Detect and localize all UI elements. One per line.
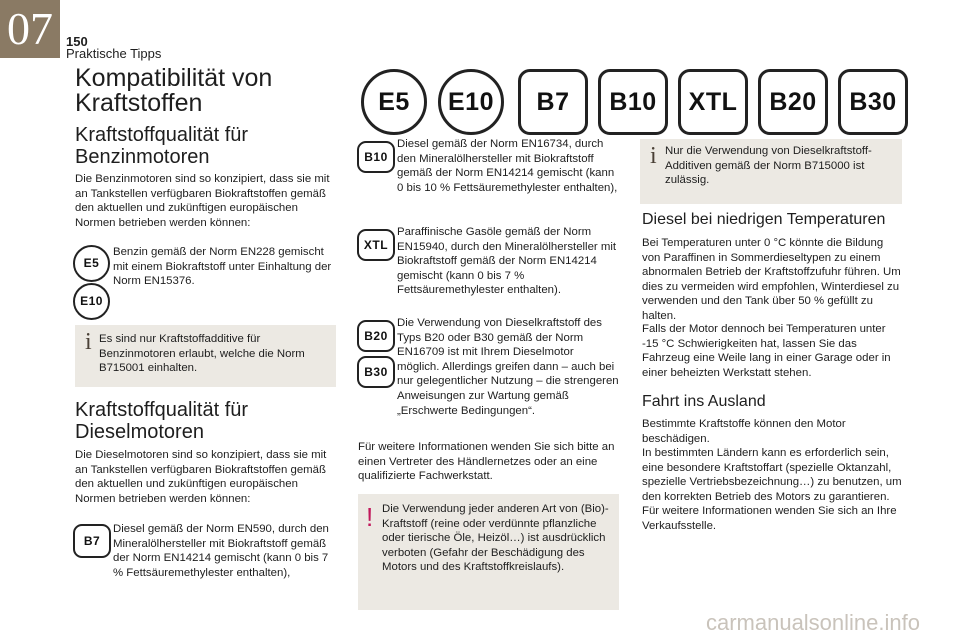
info-icon: i xyxy=(85,329,92,355)
b20-label-icon: B20 xyxy=(357,320,395,352)
low-temperature-heading: Diesel bei niedrigen Temperaturen xyxy=(642,211,886,228)
diesel-intro: Die Dieselmotoren sind so konzipiert, dass sie mit an Tankstellen verfügbaren Biokraftstoffen gemäß den aktuellen und zukünftigen europäischen Normen betrieben werden können: xyxy=(75,449,327,505)
chapter-title: Praktische Tipps xyxy=(66,46,162,61)
low-temperature-text: Bei Temperaturen unter 0 °C könnte die Bildung von Paraffinen in Sommerdieseltypen zu einem abnormalen Betrieb der Kraftstoffzufuhr führen. Um dies zu vermeiden wird empfohlen, Winterdiesel zu verwenden und den Tank über 50 % gefüllt zu halten. xyxy=(642,237,901,322)
xtl-label-icon: XTL xyxy=(357,229,395,261)
fuel-label-b7: B7 xyxy=(518,69,588,135)
watermark: carmanualsonline.info xyxy=(705,610,920,635)
fuel-warning-text: Die Verwendung jeder anderen Art von (Bio)-Kraftstoff (reine oder verdünnte pflanzliche oder tierische Öle, Heizöl…) ist ausdrücklich verboten (Gefahr der Beschädigung des Motors und des Kraftstoffkreislaufs). xyxy=(382,503,609,574)
e10-label-icon: E10 xyxy=(73,283,110,320)
fuel-label-xtl: XTL xyxy=(678,69,748,135)
diesel-additive-note xyxy=(640,139,902,204)
abroad-text: Bestimmte Kraftstoffe können den Motor beschädigen. xyxy=(642,418,846,445)
xtl-description: Paraffinische Gasöle gemäß der Norm EN15940, durch den Mineralölhersteller mit Biokraftstoff gemäß der Norm EN14214 gemischt (kann 0 bis 7 % Fettsäuremethylester enthalten). xyxy=(397,226,617,297)
e5-e10-description: Benzin gemäß der Norm EN228 gemischt mit einem Biokraftstoff unter Einhaltung der Norm EN15376. xyxy=(113,246,332,288)
petrol-additive-note xyxy=(75,325,336,387)
b7-label-icon: B7 xyxy=(73,524,111,558)
page-number: 150 xyxy=(66,34,88,49)
petrol-additive-note-text: Es sind nur Kraftstoffadditive für Benzinmotoren erlaubt, welche die Norm B715001 einhalten. xyxy=(99,333,305,375)
page-title: Kompatibilität von Kraftstoffen xyxy=(75,64,273,117)
b7-description: Diesel gemäß der Norm EN590, durch den Mineralölhersteller mit Biokraftstoff gemäß der Norm EN14214 gemischt (kann 0 bis 7 % Fettsäuremethylester enthalten), xyxy=(113,523,329,579)
chapter-number: 07 xyxy=(0,0,60,58)
more-info-text: Für weitere Informationen wenden Sie sich bitte an einen Vertreter des Händlernetzes oder an eine qualifizierte Fachwerkstatt. xyxy=(358,441,615,483)
fuel-label-b30: B30 xyxy=(838,69,908,135)
fuel-label-b20: B20 xyxy=(758,69,828,135)
low-temperature-text-2: Falls der Motor dennoch bei Temperaturen unter -15 °C Schwierigkeiten hat, lassen Sie das Fahrzeug eine Weile lang in einer Garage oder in einer beheizten Werkstatt stehen. xyxy=(642,323,891,379)
abroad-text-2: In bestimmten Ländern kann es erforderlich sein, eine besondere Kraftstoffart (spezielle Oktanzahl, spezielle Vertriebsbezeichnung…) zu benutzen, um den korrekten Betrieb des Motors zu garantieren. Für weitere Informationen wenden Sie sich an Ihre Verkaufsstelle. xyxy=(642,447,902,532)
fuel-label-e5: E5 xyxy=(361,69,427,135)
abroad-heading: Fahrt ins Ausland xyxy=(642,393,766,410)
petrol-intro: Die Benzinmotoren sind so konzipiert, dass sie mit an Tankstellen verfügbaren Biokraftstoffen gemäß den aktuellen und zukünftigen europäischen Normen betrieben werden können: xyxy=(75,173,330,229)
b30-label-icon: B30 xyxy=(357,356,395,388)
b10-description: Diesel gemäß der Norm EN16734, durch den Mineralölhersteller mit Biokraftstoff gemäß der Norm EN14214 gemischt (kann 0 bis 10 % Fettsäuremethylester enthalten), xyxy=(397,138,618,194)
info-icon: i xyxy=(650,143,657,169)
warning-icon: ! xyxy=(366,502,374,532)
diesel-additive-note-text: Nur die Verwendung von Dieselkraftstoff-Additiven gemäß der Norm B715000 ist zulässig. xyxy=(665,145,872,187)
e5-label-icon: E5 xyxy=(73,245,110,282)
fuel-label-b10: B10 xyxy=(598,69,668,135)
fuel-warning-note xyxy=(358,494,619,610)
b10-label-icon: B10 xyxy=(357,141,395,173)
petrol-heading: Kraftstoffqualität für Benzinmotoren xyxy=(75,124,249,168)
fuel-label-e10: E10 xyxy=(438,69,504,135)
b20-b30-description: Die Verwendung von Dieselkraftstoff des Typs B20 oder B30 gemäß der Norm EN16709 ist mit Ihrem Dieselmotor möglich. Allerdings greifen dann – auch bei nur gelegentlicher Nutzung – die strengeren Anweisungen zur Wartung gemäß „Erschwerte Bedingungen“. xyxy=(397,317,619,417)
diesel-heading: Kraftstoffqualität für Dieselmotoren xyxy=(75,399,249,443)
